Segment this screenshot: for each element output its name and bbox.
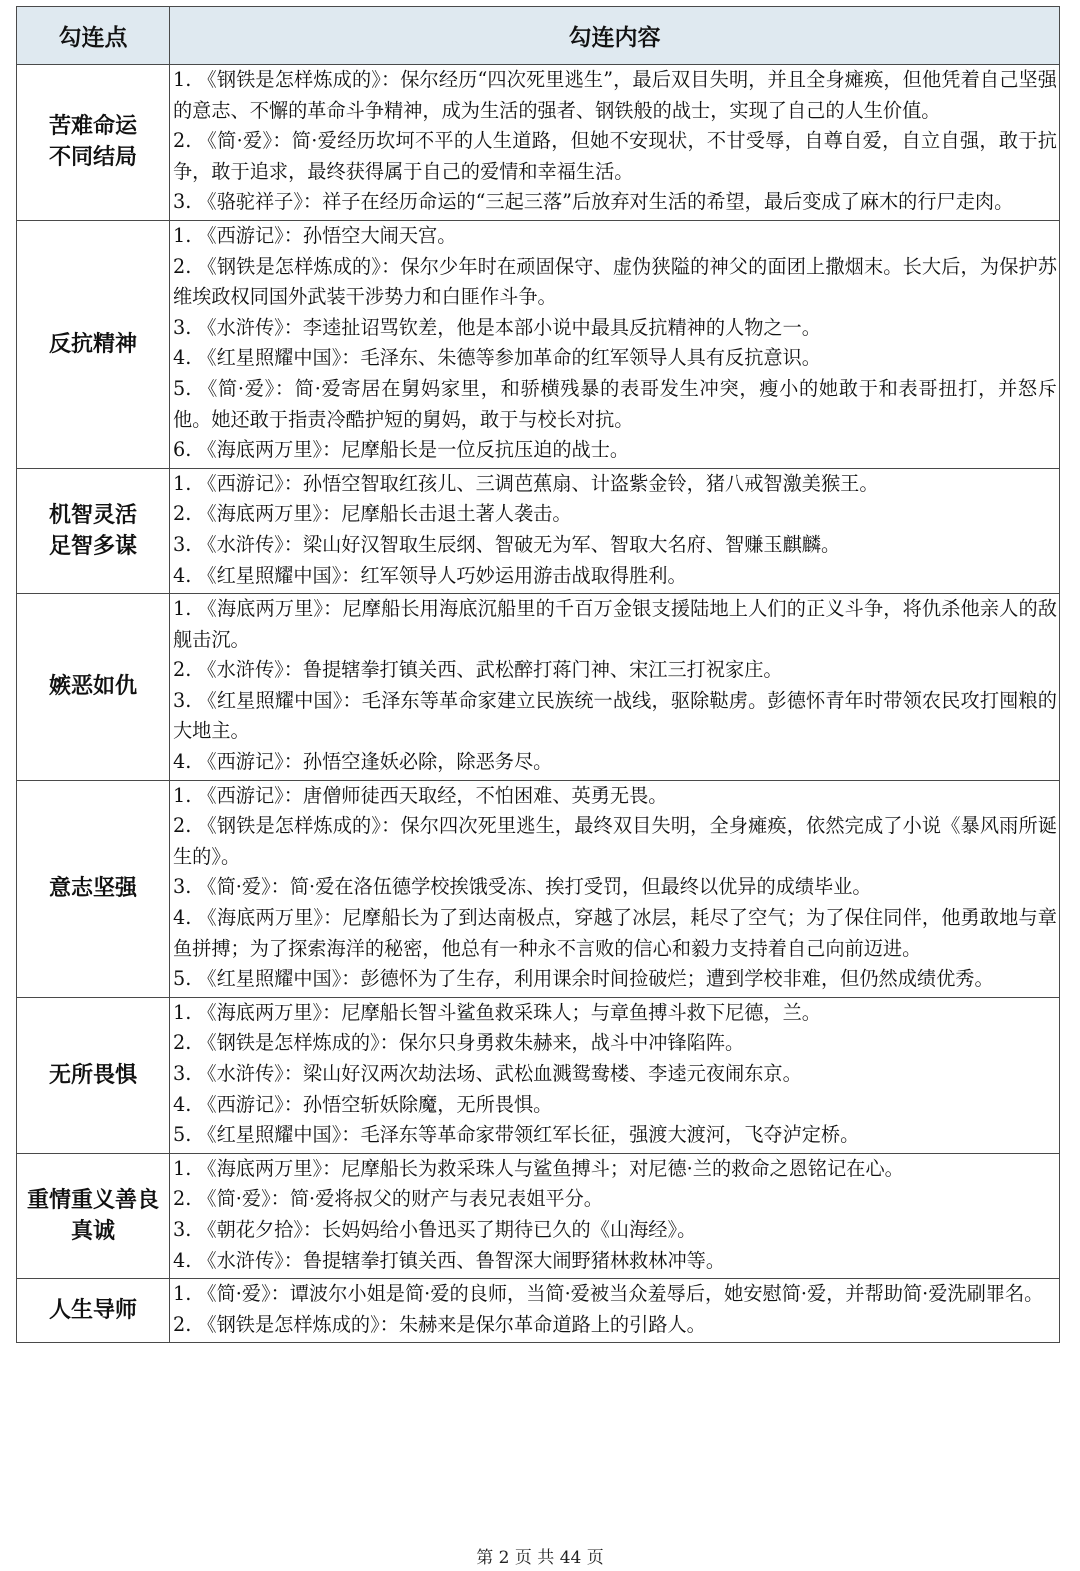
- topic-line: 嫉恶如仇: [48, 674, 137, 700]
- table-row: [17, 1153, 1060, 1278]
- topic-line: 意志坚强: [48, 876, 137, 902]
- content-item: 3. 《水浒传》：梁山好汉两次劫法场、武松血溅鸳鸯楼、李逵元夜闹东京。: [173, 1062, 802, 1085]
- content-item: 4. 《西游记》：孙悟空逢妖必除，除恶务尽。: [173, 750, 553, 774]
- content-item: 2. 《钢铁是怎样炼成的》：朱赫来是保尔革命道路上的引路人。: [173, 1312, 706, 1336]
- content-item: 1. 《海底两万里》：尼摩船长为救采珠人与鲨鱼搏斗；对尼德·兰的救命之恩铭记在心。: [173, 1156, 904, 1180]
- content-item: 1. 《海底两万里》：尼摩船长用海底沉船里的千百万金银支援陆地上人们的正义斗争，将仇杀他亲人的敌舰击沉。: [173, 597, 1057, 651]
- table-row: [17, 468, 1060, 593]
- content-item: 4. 《红星照耀中国》：毛泽东、朱德等参加革命的红军领导人具有反抗意识。: [173, 346, 821, 370]
- topic-line: 反抗精神: [48, 331, 137, 357]
- table-body: [17, 65, 1060, 1343]
- topic-line: 人生导师: [48, 1298, 137, 1324]
- content-item: 5. 《红星照耀中国》：毛泽东等革命家带领红军长征，强渡大渡河，飞夺泸定桥。: [173, 1123, 860, 1147]
- content-item: 3. 《红星照耀中国》：毛泽东等革命家建立民族统一战线，驱除鞑虏。彭德怀青年时带领农民攻打囤粮的大地主。: [173, 688, 1057, 743]
- row-topic: [17, 65, 170, 221]
- content-item: 5. 《红星照耀中国》：彭德怀为了生存，利用课余时间捡破烂；遭到学校非难，但仍然成绩优秀。: [173, 967, 994, 991]
- row-content: [170, 997, 1060, 1153]
- content-item: 2. 《简·爱》：简·爱将叔父的财产与表兄表姐平分。: [173, 1187, 603, 1211]
- content-item: 4. 《海底两万里》：尼摩船长为了到达南极点，穿越了冰层，耗尽了空气；为了保住同伴，他勇敢地与章鱼拼搏；为了探索海洋的秘密，他总有一种永不言败的信心和毅力支持着自己向前迈进。: [173, 906, 1057, 960]
- content-item: 1. 《海底两万里》：尼摩船长智斗鲨鱼救采珠人；与章鱼搏斗救下尼德，兰。: [173, 1000, 821, 1024]
- topic-line: 机智灵活: [48, 502, 137, 528]
- table-row: [17, 65, 1060, 221]
- row-topic: [17, 780, 170, 997]
- content-item: 2. 《钢铁是怎样炼成的》：保尔四次死里逃生，最终双目失明，全身瘫痪，依然完成了小说《暴风雨所诞生的》。: [173, 814, 1057, 868]
- content-item: 1. 《西游记》：唐僧师徒西天取经，不怕困难、英勇无畏。: [173, 783, 668, 807]
- content-item: 3. 《水浒传》：李逵扯诏骂钦差，他是本部小说中最具反抗精神的人物之一。: [173, 315, 821, 339]
- content-item: 2. 《钢铁是怎样炼成的》：保尔少年时在顽固保守、虚伪狭隘的神父的面团上撒烟末。长大后，为保护苏维埃政权同国外武装干涉势力和白匪作斗争。: [173, 254, 1057, 309]
- content-item: 1. 《简·爱》：谭波尔小姐是简·爱的良师，当简·爱被当众羞辱后，她安慰简·爱，并帮助简·爱洗刷罪名。: [173, 1282, 1044, 1306]
- topic-line: 重情重义善良: [26, 1187, 159, 1213]
- row-topic: [17, 220, 170, 468]
- topic-line: 真诚: [70, 1218, 115, 1244]
- header-content: 勾连内容: [170, 7, 1060, 65]
- content-item: 6. 《海底两万里》：尼摩船长是一位反抗压迫的战士。: [173, 438, 630, 462]
- content-item: 2. 《海底两万里》：尼摩船长击退土著人袭击。: [173, 502, 572, 526]
- content-item: 1. 《西游记》：孙悟空大闹天宫。: [173, 223, 457, 247]
- content-item: 1. 《钢铁是怎样炼成的》：保尔经历“四次死里逃生”，最后双目失明，并且全身瘫痪，但他凭着自己坚强的意志、不懈的革命斗争精神，成为生活的强者、钢铁般的战士，实现了自己的人生价值。: [173, 68, 1057, 122]
- topic-line: 苦难命运: [48, 114, 137, 140]
- content-item: 3. 《朝花夕拾》：长妈妈给小鲁迅买了期待已久的《山海经》。: [173, 1217, 697, 1241]
- content-item: 4. 《红星照耀中国》：红军领导人巧妙运用游击战取得胜利。: [173, 563, 687, 587]
- content-item: 2. 《水浒传》：鲁提辖拳打镇关西、武松醉打蒋门神、宋江三打祝家庄。: [173, 658, 783, 682]
- topic-line: 无所畏惧: [48, 1062, 137, 1088]
- table-row: [17, 780, 1060, 997]
- row-content: [170, 594, 1060, 781]
- row-topic: [17, 1153, 170, 1278]
- content-item: 2. 《钢铁是怎样炼成的》：保尔只身勇救朱赫来，战斗中冲锋陷阵。: [173, 1031, 745, 1055]
- row-topic: [17, 1279, 170, 1343]
- row-content: [170, 780, 1060, 997]
- row-content: [170, 468, 1060, 593]
- topic-line: 不同结局: [48, 145, 137, 171]
- content-item: 2. 《简·爱》：简·爱经历坎坷不平的人生道路，但她不安现状，不甘受辱，自尊自爱，自立自强，敢于抗争，敢于追求，最终获得属于自己的爱情和幸福生活。: [173, 129, 1057, 183]
- row-content: [170, 220, 1060, 468]
- row-topic: [17, 468, 170, 593]
- topic-line: 足智多谋: [48, 533, 137, 559]
- row-content: [170, 65, 1060, 221]
- comparison-table-container: [16, 6, 1060, 1343]
- table-row: [17, 997, 1060, 1153]
- content-item: 5. 《简·爱》：简·爱寄居在舅妈家里，和骄横残暴的表哥发生冲突，瘦小的她敢于和表哥扭打，并怒斥他。她还敢于指责冷酷护短的舅妈，敢于与校长对抗。: [173, 376, 1057, 431]
- table-header-row: [17, 7, 1060, 65]
- content-item: 3. 《骆驼祥子》：祥子在经历命运的“三起三落”后放弃对生活的希望，最后变成了麻木的行尸走肉。: [173, 190, 1014, 214]
- comparison-table: [16, 6, 1060, 1343]
- table-row: [17, 1279, 1060, 1343]
- row-topic: [17, 997, 170, 1153]
- content-item: 3. 《水浒传》：梁山好汉智取生辰纲、智破无为军、智取大名府、智赚玉麒麟。: [173, 532, 841, 556]
- content-item: 4. 《西游记》：孙悟空斩妖除魔，无所畏惧。: [173, 1092, 553, 1116]
- content-item: 4. 《水浒传》：鲁提辖拳打镇关西、鲁智深大闹野猪林救林冲等。: [173, 1248, 726, 1272]
- table-row: [17, 594, 1060, 781]
- row-content: [170, 1153, 1060, 1278]
- table-row: [17, 220, 1060, 468]
- page-footer: 第 2 页 共 44 页: [476, 1548, 604, 1568]
- header-topic: 勾连点: [17, 7, 170, 65]
- row-topic: [17, 594, 170, 781]
- content-item: 1. 《西游记》：孙悟空智取红孩儿、三调芭蕉扇、计盗紫金铃，猪八戒智激美猴王。: [173, 471, 879, 495]
- content-item: 3. 《简·爱》：简·爱在洛伍德学校挨饿受冻、挨打受罚，但最终以优异的成绩毕业。: [173, 875, 872, 899]
- row-content: [170, 1279, 1060, 1343]
